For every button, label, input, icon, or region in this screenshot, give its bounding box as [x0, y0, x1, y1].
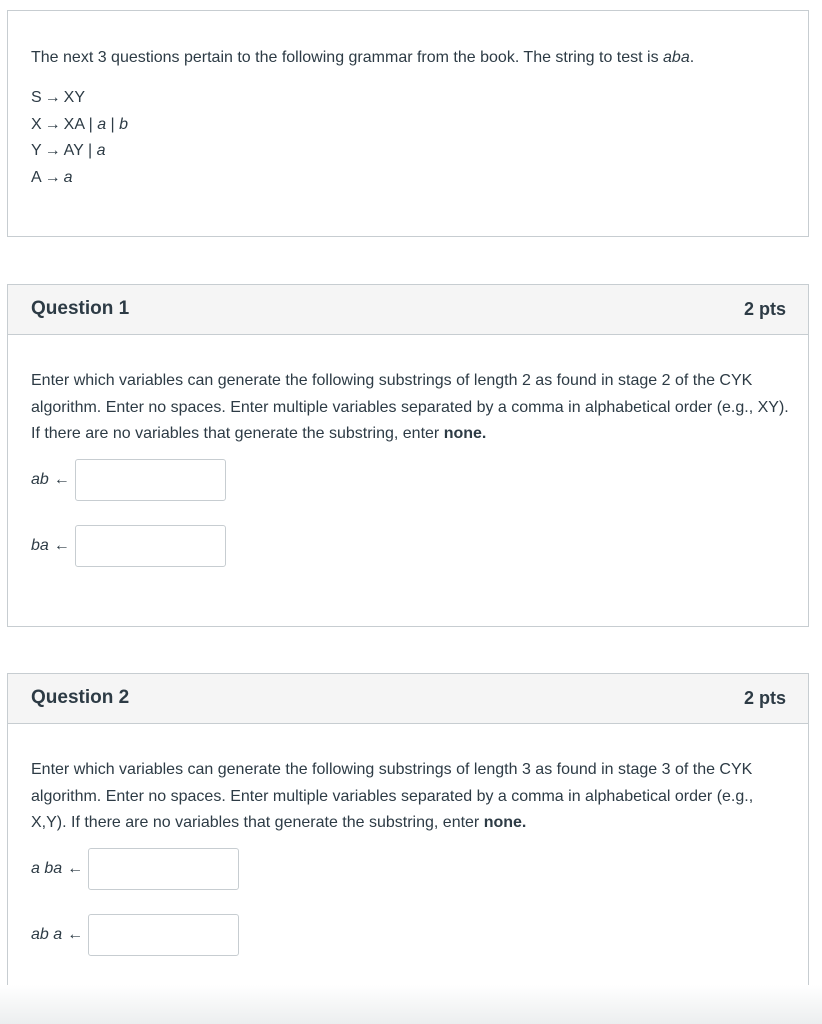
rule-rhs-part: b: [119, 115, 129, 133]
question-header: [8, 674, 808, 724]
answer-row: [31, 848, 239, 890]
answer-label: a ba: [31, 860, 63, 877]
grammar-rule: [31, 140, 128, 167]
grammar-rules: [31, 87, 128, 193]
question-title: Question 1: [31, 298, 130, 319]
question-text-none: none.: [443, 425, 487, 442]
grammar-rule: [31, 114, 128, 141]
rule-rhs-part: XA |: [63, 115, 98, 133]
rule-lhs: X: [31, 115, 42, 133]
question-points: 2 pts: [743, 688, 786, 708]
answer-input-ab[interactable]: [75, 459, 226, 501]
answer-row: [31, 525, 226, 567]
intro-text-before: The next 3 questions pertain to the following grammar from the book. The string to test is: [31, 49, 664, 66]
bottom-fade: [0, 985, 822, 1024]
intro-text: [31, 47, 791, 69]
answer-input-ab-a[interactable]: [88, 914, 239, 956]
answer-label: ab: [31, 471, 49, 488]
question-title: Question 2: [31, 687, 130, 708]
question-text: [31, 368, 791, 448]
left-arrow-icon: ←: [53, 537, 70, 554]
grammar-rule: [31, 167, 128, 194]
rule-rhs-part: a: [63, 168, 73, 186]
answer-input-ba[interactable]: [75, 525, 226, 567]
rule-rhs-part: a: [97, 115, 107, 133]
question-points: 2 pts: [743, 299, 786, 319]
question-header: [8, 285, 808, 335]
rule-rhs-part: XY: [63, 89, 86, 106]
answer-input-a-ba[interactable]: [88, 848, 239, 890]
rule-rhs-part: |: [106, 115, 120, 133]
left-arrow-icon: ←: [67, 926, 84, 943]
rule-lhs: A: [31, 168, 42, 186]
grammar-rule: [31, 87, 128, 114]
grammar-intro-card: [7, 10, 809, 237]
right-arrow-icon: →: [44, 89, 61, 106]
rule-lhs: Y: [31, 142, 42, 159]
answer-label: ab a: [31, 926, 63, 943]
right-arrow-icon: →: [44, 142, 61, 159]
left-arrow-icon: ←: [67, 860, 84, 877]
test-string: aba: [663, 49, 690, 66]
question-text-none: none.: [483, 814, 527, 831]
right-arrow-icon: →: [44, 115, 61, 133]
answer-label: ba: [31, 537, 49, 554]
question-2-card: [7, 673, 809, 1018]
left-arrow-icon: ←: [53, 471, 70, 488]
answer-row: [31, 914, 239, 956]
answer-row: [31, 459, 226, 501]
question-text-body: Enter which variables can generate the following substrings of length 3 as found in stage 3 of the CYK algorithm. Enter no spaces. Enter multiple variables separated by a comma in alphabetical order (e.g., X,Y). If there are no variables that generate the substring, enter: [31, 761, 754, 831]
question-text-body: Enter which variables can generate the following substrings of length 2 as found in stage 2 of the CYK algorithm. Enter no spaces. Enter multiple variables separated by a comma in alphabetical order (e.g., XY). If there are no variables that generate the substring, enter: [31, 372, 789, 442]
right-arrow-icon: →: [44, 168, 61, 186]
question-1-card: [7, 284, 809, 627]
question-text: [31, 757, 791, 837]
rule-rhs-part: a: [96, 142, 106, 159]
rule-lhs: S: [31, 89, 42, 106]
rule-rhs-part: AY |: [63, 142, 97, 159]
intro-text-after: .: [689, 49, 695, 66]
